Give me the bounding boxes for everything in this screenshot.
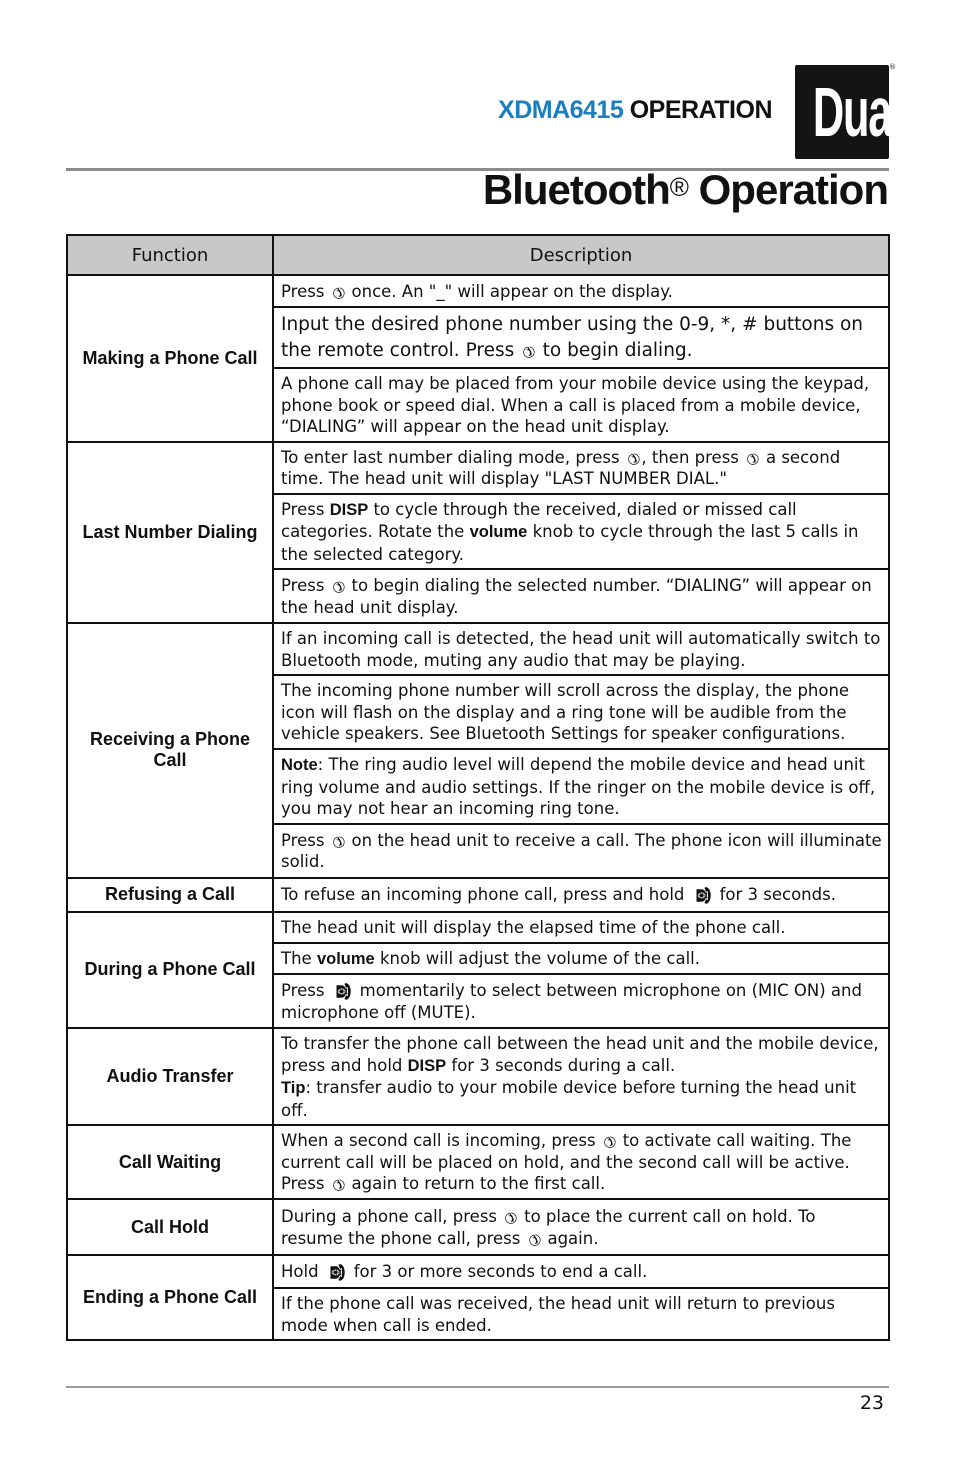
end-call-icon: ☎: [330, 982, 355, 1001]
page-title: [483, 166, 888, 214]
phone-icon: ✆: [327, 281, 350, 304]
title-rest: Operation: [687, 166, 888, 213]
phone-icon: ✆: [741, 447, 764, 470]
description-cell: Hold ☎ for 3 or more seconds to end a call.: [273, 1255, 889, 1288]
footer-divider: [66, 1386, 889, 1388]
description-cell: To transfer the phone call between the head unit and the mobile device, press and hold DISP for 3 seconds during a call. Tip: transfer audio to your mobile device before turning the head unit off.: [273, 1028, 889, 1125]
logo-text: Dual: [812, 73, 902, 151]
description-cell: Input the desired phone number using the 0-9, *, # buttons on the remote control. Press ✆ to begin dialing.: [273, 307, 889, 368]
end-call-icon: ☎: [690, 886, 715, 906]
logo-registered-mark: ®: [889, 63, 896, 71]
section-label: OPERATION: [629, 96, 772, 124]
phone-icon: ✆: [327, 1174, 350, 1196]
description-cell: If an incoming call is detected, the head unit will automatically switch to Bluetooth mode, muting any audio that may be playing.: [273, 623, 889, 675]
table-row: [67, 1028, 889, 1125]
description-cell: The incoming phone number will scroll across the display, the phone icon will flash on the display and a ring tone will be audible from the vehicle speakers. See Bluetooth Settings for speaker configurations.: [273, 675, 889, 749]
description-cell: Note: The ring audio level will depend the mobile device and head unit ring volume and audio settings. If the ringer on the mobile device is off, you may not hear an incoming ring tone.: [273, 749, 889, 824]
title-registered-mark: ®: [669, 172, 688, 202]
function-refusing-call: Refusing a Call: [67, 878, 273, 912]
description-cell: Press DISP to cycle through the received, dialed or missed call categories. Rotate the volume knob to cycle through the last 5 calls in the selected category.: [273, 494, 889, 570]
description-cell: To enter last number dialing mode, press ✆, then press ✆ a second time. The head unit will display "LAST NUMBER DIAL.": [273, 442, 889, 494]
table-row: [67, 878, 889, 912]
function-audio-transfer: Audio Transfer: [67, 1028, 273, 1125]
function-call-hold: Call Hold: [67, 1199, 273, 1255]
description-cell: A phone call may be placed from your mobile device using the keypad, phone book or speed dial. When a call is placed from a mobile device, “DIALING” will appear on the head unit display.: [273, 368, 889, 442]
phone-icon: ✆: [517, 341, 540, 363]
function-ending-call: Ending a Phone Call: [67, 1255, 273, 1340]
page-number: 23: [859, 1392, 884, 1414]
table-row: [67, 442, 889, 494]
description-cell: Press ☎ momentarily to select between microphone on (MIC ON) and microphone off (MUTE).: [273, 974, 889, 1028]
description-cell: When a second call is incoming, press ✆ to activate call waiting. The current call will be placed on hold, and the second call will be active. Press ✆ again to return to the first call.: [273, 1125, 889, 1199]
end-call-icon: ☎: [325, 1263, 349, 1283]
description-cell: If the phone call was received, the head unit will return to previous mode when call is ended.: [273, 1288, 889, 1340]
bluetooth-operation-table: [66, 234, 890, 1341]
table-row: [67, 1255, 889, 1288]
function-receiving-call: Receiving a Phone Call: [67, 623, 273, 878]
phone-icon: ✆: [523, 1228, 546, 1251]
description-cell: The head unit will display the elapsed time of the phone call.: [273, 912, 889, 943]
table-row: [67, 912, 889, 943]
function-call-waiting: Call Waiting: [67, 1125, 273, 1199]
phone-icon: ✆: [327, 576, 350, 598]
title-main: Bluetooth: [482, 166, 670, 213]
table-row: [67, 1199, 889, 1255]
phone-icon: ✆: [500, 1207, 522, 1229]
description-cell: The volume knob will adjust the volume of the call.: [273, 943, 889, 975]
header-model-title: [498, 96, 772, 125]
phone-icon: ✆: [622, 447, 645, 470]
column-header-function: Function: [67, 235, 273, 275]
table-row: [67, 623, 889, 675]
phone-icon: ✆: [598, 1131, 621, 1153]
description-cell: Press ✆ once. An "_" will appear on the display.: [273, 275, 889, 307]
description-cell: Press ✆ on the head unit to receive a call. The phone icon will illuminate solid.: [273, 824, 889, 878]
function-during-call: During a Phone Call: [67, 912, 273, 1029]
description-cell: To refuse an incoming phone call, press and hold ☎ for 3 seconds.: [273, 878, 889, 912]
description-cell: Press ✆ to begin dialing the selected number. “DIALING” will appear on the head unit display.: [273, 569, 889, 623]
phone-icon: ✆: [327, 830, 350, 853]
function-making-call: Making a Phone Call: [67, 275, 273, 442]
table-row: [67, 1125, 889, 1199]
model-number: XDMA6415: [498, 96, 624, 124]
table-header-row: [67, 235, 889, 275]
table-row: [67, 275, 889, 307]
function-last-number: Last Number Dialing: [67, 442, 273, 624]
description-cell: During a phone call, press ✆ to place the current call on hold. To resume the phone call, press ✆ again.: [273, 1199, 889, 1255]
column-header-description: Description: [273, 235, 889, 275]
dual-logo: [795, 65, 902, 159]
